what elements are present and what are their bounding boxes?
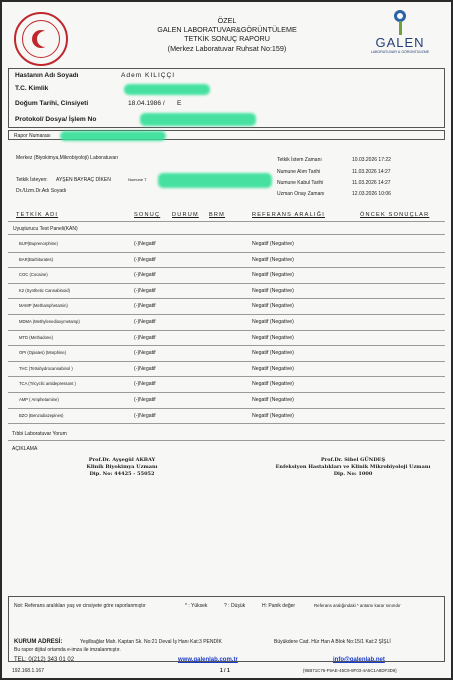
redaction-mark [140, 113, 256, 126]
signature-name: Prof.Dr. Ayşegül AKBAY [88, 457, 156, 463]
test-reference: Negatif (Negative) [252, 365, 294, 372]
signature-name: Prof.Dr. Sibel GÜNDEŞ [320, 457, 386, 463]
approver-label: Dr./Uzm.Dr.Adı Soyadı [16, 188, 67, 194]
table-divider [8, 423, 445, 424]
requester-label: Tetkik İsteyen: [16, 177, 48, 183]
redaction-mark [124, 84, 210, 95]
test-result: (-)Negatif [134, 350, 156, 357]
test-result: (-)Negatif [134, 381, 156, 388]
table-divider [8, 221, 445, 222]
table-divider [8, 283, 445, 284]
test-name: AMP ( Amphetamine) [19, 397, 59, 402]
notes-label: AÇIKLAMA [12, 446, 38, 452]
galen-logo-icon [389, 10, 411, 36]
patient-name-label: Hastanın Adı Soyadı [15, 72, 79, 79]
website-link[interactable]: www.galenlab.com.tr [178, 657, 238, 663]
sample-label: Numune T [128, 177, 147, 182]
date-value-approve: 12.03.2026 10:06 [352, 191, 391, 197]
table-divider [8, 314, 445, 315]
legend-high: * : Yüksek [185, 603, 208, 609]
address-pendik: Yeşilbağlar Mah. Kaptan Sk. No:21 Deval İş Hanı Kat:3 PENDİK [80, 639, 222, 645]
galen-logo [364, 10, 436, 68]
test-reference: Negatif (Negative) [252, 334, 294, 341]
date-value-accept: 11.03.2026 14:27 [352, 180, 391, 186]
col-status: DURUM [172, 212, 199, 218]
report-page [2, 2, 451, 678]
date-label-approve: Uzman Onay Zamanı [277, 191, 325, 197]
test-name: BZO (Benzodiazepines) [19, 412, 64, 418]
table-divider [8, 361, 445, 362]
test-name: COC (Cocaine) [19, 272, 48, 278]
test-reference: Negatif (Negative) [252, 303, 294, 310]
test-reference: Negatif (Negative) [252, 287, 294, 294]
test-reference: Negatif (Negative) [252, 241, 294, 247]
header-line2: GALEN LABORATUVAR&GÖRÜNTÜLEME [157, 25, 297, 35]
header-line4: (Merkez Laboratuvar Ruhsat No:159) [167, 43, 287, 53]
legend-panic: H: Panik değer [262, 603, 296, 609]
ministry-seal-icon [14, 12, 68, 66]
date-label-accept: Numune Kabul Tarihi [277, 180, 324, 186]
table-divider [8, 440, 445, 441]
protocol-label: Protokol/ Dosya/ İşlem No [15, 116, 97, 123]
redaction-mark [158, 173, 272, 188]
gender-value: E [177, 100, 182, 107]
page-number: 1 / 1 [220, 668, 230, 674]
test-result: (-)Negatif [134, 241, 156, 247]
address-label: KURUM ADRESİ: [14, 639, 63, 645]
test-result: (-)Negatif [134, 365, 156, 372]
legend-out: Referans aralığındaki * antamı karar sınırıdır [314, 603, 401, 608]
test-name: TCA (Tricyclic antidepressant ) [19, 381, 76, 387]
table-divider [8, 376, 445, 377]
header-line1: ÖZEL [217, 16, 237, 25]
signature-dip: Dip. No: 1000 [333, 471, 373, 477]
test-reference: Negatif (Negative) [252, 412, 294, 419]
test-reference: Negatif (Negative) [252, 381, 294, 388]
table-divider [8, 345, 445, 346]
table-divider [8, 252, 445, 253]
test-name: MDMA (Methylenedioxymetamp) [19, 319, 80, 324]
phone: TEL: 0(212) 343 01 02 [14, 657, 75, 663]
test-reference: Negatif (Negative) [252, 272, 294, 279]
table-divider [8, 267, 445, 268]
test-name: MTD (Methadone) [19, 334, 53, 340]
header-line3: TETKİK SONUÇ RAPORU [184, 34, 270, 44]
report-header [122, 16, 332, 53]
col-test-name: TETKİK ADI [16, 212, 59, 218]
footer-note: Not: Referans aralıkları yaş ve cinsiyete göre raporlanmıştır [14, 603, 146, 609]
email-link[interactable]: info@galenlab.net [333, 657, 385, 663]
logo-name: GALEN [375, 35, 425, 50]
birth-value: 18.04.1986 / [128, 100, 165, 107]
logo-subtitle: LABORATUVAR & GÖRÜNTÜLEME [370, 50, 430, 54]
tc-label: T.C. Kimlik [15, 85, 49, 92]
requester-value: AYŞEN BAYRAÇ DİKEN [56, 177, 111, 183]
test-result: (-)Negatif [134, 303, 156, 310]
lab-name: Merkez (Biyokimya,Mikrobiyoloji) Laboratuvarı [16, 155, 119, 161]
legend-low: ? : Düşük [224, 603, 246, 609]
birth-label: Doğum Tarihi, Cinsiyeti [15, 100, 89, 107]
col-previous: ÖNCEK SONUÇLAR [360, 212, 430, 218]
test-reference: Negatif (Negative) [252, 350, 294, 357]
esign-note: Bu rapor dijital ortamda e-imza ile imzalanmıştır. [14, 647, 121, 653]
date-value-request: 10.03.2026 17:22 [352, 157, 391, 163]
test-result: (-)Negatif [134, 287, 156, 294]
test-name: BAR(Barbiturates) [19, 256, 53, 262]
col-reference: REFERANS ARALIĞI [252, 212, 325, 218]
patient-name-value: Adem KILIÇÇI [121, 72, 176, 79]
test-reference: Negatif (Negative) [252, 319, 294, 325]
test-name: MAMP (Methamphetamin) [19, 303, 68, 309]
table-divider [8, 408, 445, 409]
test-result: (-)Negatif [134, 334, 156, 341]
test-name: OPI (Opiates) (Morphine) [19, 350, 67, 356]
table-divider [8, 392, 445, 393]
signature-title: Enfeksiyon Hastalıkları ve Klinik Mikrobiyoloji Uzmanı [275, 464, 431, 470]
table-divider [8, 234, 445, 235]
redaction-mark [60, 131, 166, 141]
col-result: SONUÇ [134, 212, 161, 218]
report-number-label: Rapor Numarası [14, 133, 51, 139]
test-name: THC (Tetrahydrocannabinol ) [19, 365, 73, 371]
document-hash: {95B71C76-F9AE-45C9-8F03-4A5C1A8DF3D9} [303, 668, 397, 673]
test-result: (-)Negatif [134, 256, 156, 263]
test-name: BUP(Buprenorphine) [19, 241, 58, 246]
address-sisli: Büyükdere Cad. Hür Han A Blok No:15/1 Kat:2 ŞİŞLİ [274, 639, 391, 645]
signature-biochem [72, 457, 172, 478]
test-reference: Negatif (Negative) [252, 397, 294, 403]
table-divider [8, 298, 445, 299]
panel-name: Uyuşturucu Test Paneli(KAN) [13, 226, 78, 232]
test-result: (-)Negatif [134, 272, 156, 279]
comment-label: Tıbbi Laboratuvar Yorum [12, 431, 67, 437]
signature-dip: Dip. No: 44425 - 55052 [89, 471, 155, 477]
test-result: (-)Negatif [134, 319, 156, 325]
ip-address: 192.168.1.167 [12, 668, 44, 674]
col-unit: BRM [209, 212, 226, 218]
test-result: (-)Negatif [134, 397, 156, 403]
date-label-sample: Numune Alım Tarihi [277, 169, 321, 175]
date-value-sample: 11.03.2026 14:27 [352, 169, 391, 175]
test-result: (-)Negatif [134, 412, 156, 419]
signature-microbio [258, 457, 448, 478]
test-name: K2 (Synthetic Cannabinoid) [19, 287, 70, 293]
test-reference: Negatif (Negative) [252, 256, 294, 263]
date-label-request: Tetkik İstem Zamanı [277, 157, 322, 163]
signature-title: Klinik Biyokimya Uzmanı [86, 464, 158, 470]
table-divider [8, 330, 445, 331]
